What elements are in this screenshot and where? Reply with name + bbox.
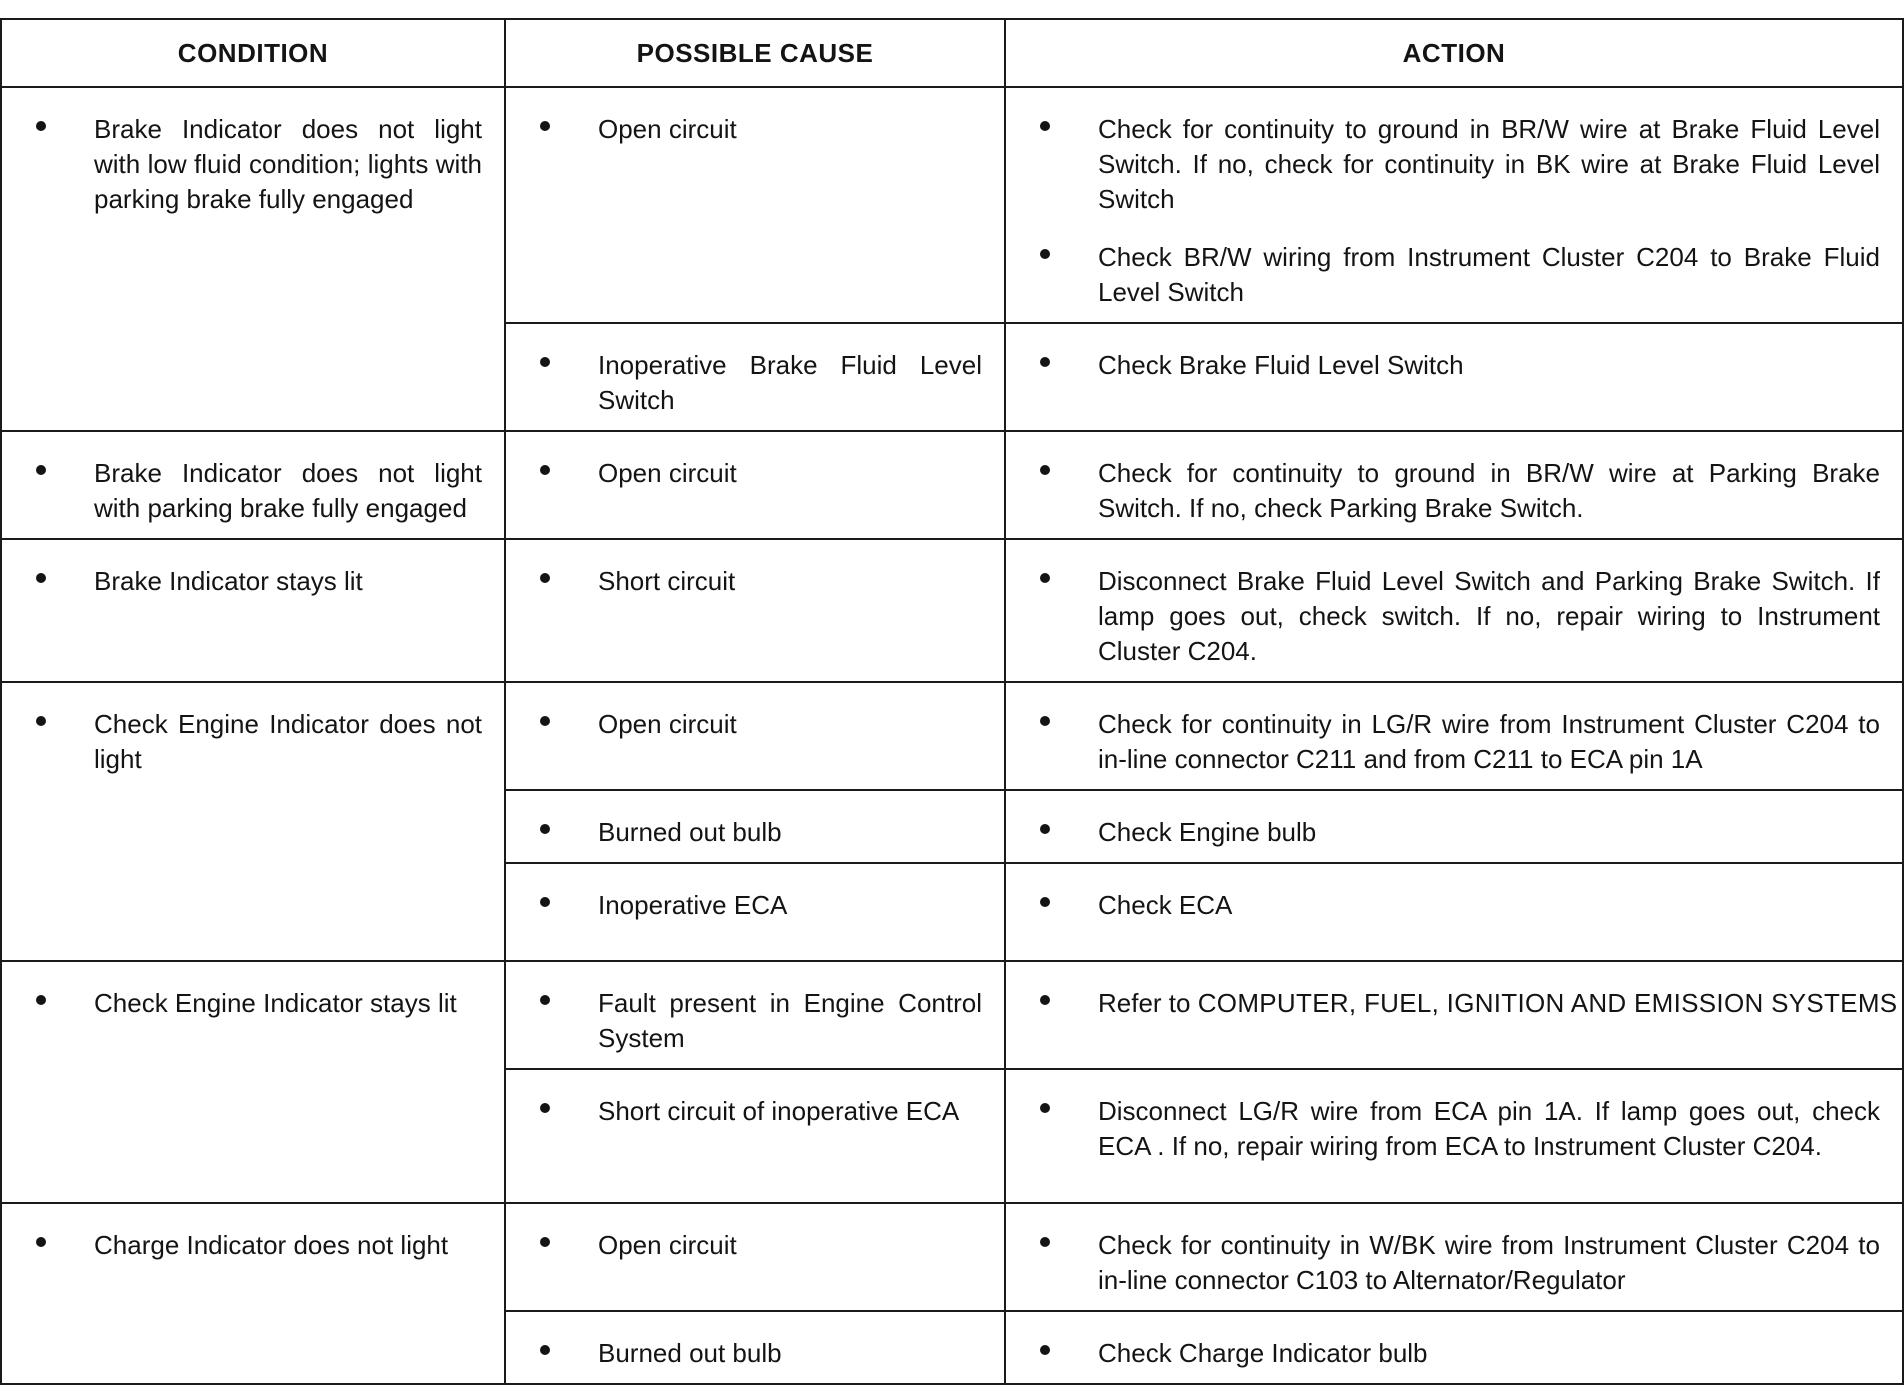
cause-cell xyxy=(505,1069,1005,1203)
bullet-icon xyxy=(540,573,550,583)
cause-text: Open circuit xyxy=(598,709,737,739)
action-text: Disconnect Brake Fluid Level Switch and Parking Brake Switch. If lamp goes out, check switch. If no, repair wiring to Instrument Cluster C204. xyxy=(1098,566,1880,666)
bullet-icon xyxy=(1040,249,1050,259)
cause-cell xyxy=(505,863,1005,961)
bullet-icon xyxy=(36,121,46,131)
condition-text: Brake Indicator does not light with low fluid condition; lights with parking brake fully engaged xyxy=(94,114,482,214)
condition-cell xyxy=(1,1203,505,1384)
bullet-icon xyxy=(540,465,550,475)
column-header-condition: CONDITION xyxy=(1,19,505,87)
table-row xyxy=(1,682,1903,790)
column-header-cause: POSSIBLE CAUSE xyxy=(505,19,1005,87)
bullet-icon xyxy=(540,1345,550,1355)
bullet-icon xyxy=(540,1237,550,1247)
cause-text: Short circuit xyxy=(598,566,736,596)
bullet-icon xyxy=(540,357,550,367)
cause-text: Burned out bulb xyxy=(598,817,782,847)
bullet-icon xyxy=(540,824,550,834)
cause-cell xyxy=(505,431,1005,539)
action-text: Check for continuity to ground in BR/W wire at Brake Fluid Level Switch. If no, check for continuity in BK wire at Brake Fluid Level Switch xyxy=(1098,114,1880,214)
condition-cell xyxy=(1,87,505,431)
action-text: Check BR/W wiring from Instrument Cluster C204 to Brake Fluid Level Switch xyxy=(1098,242,1880,307)
table-row xyxy=(1,431,1903,539)
bullet-icon xyxy=(540,716,550,726)
action-text: Check Engine bulb xyxy=(1098,817,1317,847)
cause-cell xyxy=(505,1311,1005,1384)
condition-cell xyxy=(1,682,505,961)
bullet-icon xyxy=(540,121,550,131)
table-row xyxy=(1,539,1903,682)
action-cell xyxy=(1005,1069,1903,1203)
cause-cell xyxy=(505,790,1005,863)
cause-text: Short circuit of inoperative ECA xyxy=(598,1096,960,1126)
column-header-action: ACTION xyxy=(1005,19,1903,87)
bullet-icon xyxy=(36,465,46,475)
action-text: Check ECA xyxy=(1098,890,1233,920)
condition-text: Charge Indicator does not light xyxy=(94,1230,449,1260)
action-text: Check for continuity in LG/R wire from Instrument Cluster C204 to in-line connector C211 and from C211 to ECA pin 1A xyxy=(1098,709,1880,774)
bullet-icon xyxy=(1040,995,1050,1005)
bullet-icon xyxy=(1040,357,1050,367)
condition-text: Check Engine Indicator stays lit xyxy=(94,988,457,1018)
bullet-icon xyxy=(36,716,46,726)
bullet-icon xyxy=(1040,897,1050,907)
bullet-icon xyxy=(1040,1103,1050,1113)
action-text: Check for continuity to ground in BR/W wire at Parking Brake Switch. If no, check Parking Brake Switch. xyxy=(1098,458,1880,523)
action-text: Check for continuity in W/BK wire from Instrument Cluster C204 to in-line connector C103 to Alternator/Regulator xyxy=(1098,1230,1880,1295)
bullet-icon xyxy=(1040,1237,1050,1247)
action-cell xyxy=(1005,961,1903,1069)
cause-text: Open circuit xyxy=(598,458,737,488)
bullet-icon xyxy=(36,573,46,583)
action-cell xyxy=(1005,323,1903,431)
cause-cell xyxy=(505,87,1005,323)
cause-text: Open circuit xyxy=(598,1230,737,1260)
table-row xyxy=(1,961,1903,1069)
cause-text: Fault present in Engine Control System xyxy=(598,988,982,1053)
condition-text: Brake Indicator stays lit xyxy=(94,566,363,596)
action-cell xyxy=(1005,539,1903,682)
bullet-icon xyxy=(36,995,46,1005)
action-cell xyxy=(1005,790,1903,863)
cause-cell xyxy=(505,1203,1005,1311)
action-cell xyxy=(1005,87,1903,323)
table-row xyxy=(1,87,1903,323)
cause-cell xyxy=(505,323,1005,431)
diagnosis-table xyxy=(0,18,1904,1385)
cause-text: Inoperative ECA xyxy=(598,890,788,920)
bullet-icon xyxy=(540,897,550,907)
cause-text: Open circuit xyxy=(598,114,737,144)
condition-cell xyxy=(1,961,505,1203)
cause-cell xyxy=(505,682,1005,790)
bullet-icon xyxy=(1040,121,1050,131)
table-row xyxy=(1,1203,1903,1311)
bullet-icon xyxy=(540,1103,550,1113)
bullet-icon xyxy=(1040,1345,1050,1355)
action-text: Check Charge Indicator bulb xyxy=(1098,1338,1428,1368)
header-row xyxy=(1,19,1903,87)
condition-cell xyxy=(1,431,505,539)
action-text: Check Brake Fluid Level Switch xyxy=(1098,350,1464,380)
bullet-icon xyxy=(36,1237,46,1247)
bullet-icon xyxy=(540,995,550,1005)
action-text: Disconnect LG/R wire from ECA pin 1A. If lamp goes out, check ECA . If no, repair wiring from ECA to Instrument Cluster C204. xyxy=(1098,1096,1880,1161)
bullet-icon xyxy=(1040,465,1050,475)
action-reference: COMPUTER, FUEL, IGNITION AND EMISSION SYSTEMS xyxy=(1197,988,1898,1018)
cause-text: Inoperative Brake Fluid Level Switch xyxy=(598,350,982,415)
cause-text: Burned out bulb xyxy=(598,1338,782,1368)
condition-cell xyxy=(1,539,505,682)
action-cell xyxy=(1005,863,1903,961)
diagnosis-sheet xyxy=(0,18,1904,1385)
condition-text: Brake Indicator does not light with parking brake fully engaged xyxy=(94,458,482,523)
action-prefix: Refer to xyxy=(1098,988,1191,1018)
action-cell xyxy=(1005,431,1903,539)
action-cell xyxy=(1005,1311,1903,1384)
bullet-icon xyxy=(1040,573,1050,583)
cause-cell xyxy=(505,539,1005,682)
bullet-icon xyxy=(1040,716,1050,726)
cause-cell xyxy=(505,961,1005,1069)
action-cell xyxy=(1005,1203,1903,1311)
action-cell xyxy=(1005,682,1903,790)
condition-text: Check Engine Indicator does not light xyxy=(94,709,482,774)
bullet-icon xyxy=(1040,824,1050,834)
